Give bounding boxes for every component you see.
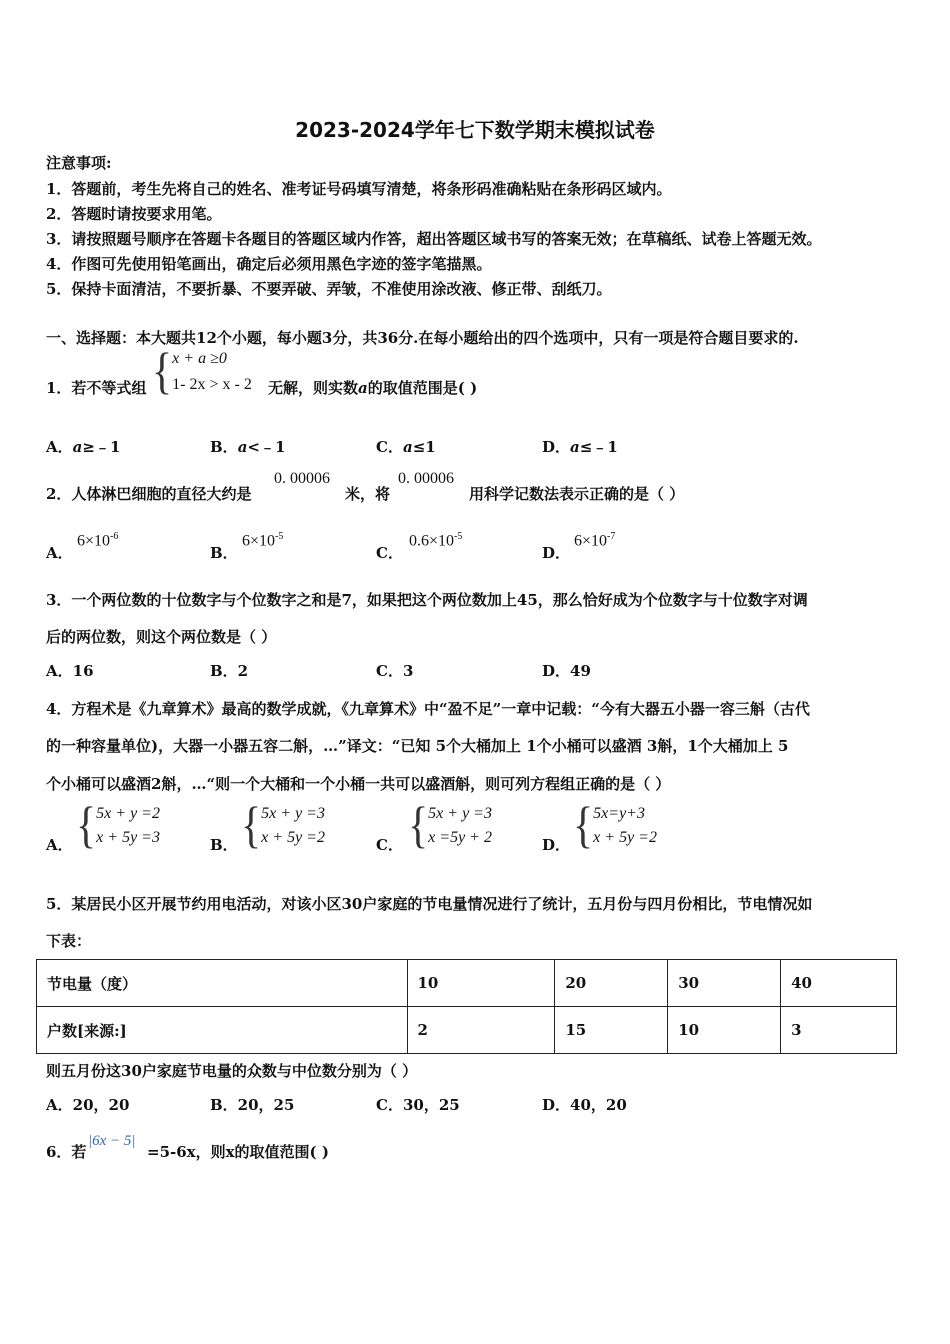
q3-text-line2: 后的两位数，则这个两位数是（ ） xyxy=(46,628,277,646)
table-row xyxy=(37,960,897,1007)
q5-question: 则五月份这30户家庭节电量的众数与中位数分别为（ ） xyxy=(46,1062,418,1080)
q2-suffix: 用科学记数法表示正确的是（ ） xyxy=(469,485,685,503)
section-heading: 一、选择题：本大题共12个小题，每小题3分，共36分.在每小题给出的四个选项中，只有一项是符合题目要求的. xyxy=(46,329,799,347)
q4-option-c[interactable]: { 5x + y =3 x =5y + 2 xyxy=(408,798,492,854)
q4-option-b-label[interactable]: B． xyxy=(210,836,238,854)
q2-prefix: 2．人体淋巴细胞的直径大约是 xyxy=(46,485,252,503)
q1-option-d[interactable]: D．a≤﹣1 xyxy=(542,438,618,456)
table-cell: 20 xyxy=(555,960,668,1007)
q3-option-c[interactable]: C．3 xyxy=(376,662,414,680)
q4-option-d-label[interactable]: D． xyxy=(542,836,571,854)
q2-option-a-label[interactable]: A． xyxy=(46,544,73,562)
q5-option-d[interactable]: D．40，20 xyxy=(542,1096,627,1114)
q2-num1: 0. 00006 xyxy=(274,470,330,487)
notice-item: 2．答题时请按要求用笔。 xyxy=(46,205,222,223)
q6-prefix: 6．若 xyxy=(46,1143,87,1161)
q4-text-line1: 4．方程术是《九章算术》最高的数学成就，《九章算术》中“盈不足”一章中记载：“今有大器五小器一容三斛（古代 xyxy=(46,700,810,718)
table-cell: 15 xyxy=(555,1007,668,1054)
q1-system xyxy=(152,344,252,400)
q1-option-a[interactable]: A．a≥﹣1 xyxy=(46,438,121,456)
q5-option-c[interactable]: C．30，25 xyxy=(376,1096,460,1114)
q4-text-line3: 个小桶可以盛酒2斛，…“则一个大桶和一个小桶一共可以盛酒斛，则可列方程组正确的是（ ） xyxy=(46,775,671,793)
table-row xyxy=(37,1007,897,1054)
q2-option-b[interactable]: $6\times 10^{-5}$ xyxy=(242,531,284,550)
q2-option-c[interactable]: $0.6\times 10^{-5}$ xyxy=(409,531,463,550)
q5-option-b[interactable]: B．20，25 xyxy=(210,1096,295,1114)
q2-option-d-label[interactable]: D． xyxy=(542,544,571,562)
table-cell: 10 xyxy=(407,960,555,1007)
brace-icon: { xyxy=(152,344,173,400)
q1-option-c[interactable]: C．a≤1 xyxy=(376,438,436,456)
table-cell: 10 xyxy=(668,1007,781,1054)
q2-option-a[interactable]: $6\times 10^{-6}$ xyxy=(77,531,119,550)
table-cell: 30 xyxy=(668,960,781,1007)
q1-prefix: 1．若不等式组 xyxy=(46,379,147,397)
q1-option-b[interactable]: B．a<﹣1 xyxy=(210,438,286,456)
q2-option-b-label[interactable]: B． xyxy=(210,544,238,562)
q1-line2: 1- 2x > x - 2 xyxy=(172,376,252,393)
q2-num2: 0. 00006 xyxy=(398,470,454,487)
q2-mid: 米，将 xyxy=(345,485,391,503)
q1-suffix: 无解，则实数a的取值范围是( ) xyxy=(268,379,478,397)
q4-option-a-label[interactable]: A． xyxy=(46,836,73,854)
q6-abs-expr: |6x − 5| xyxy=(88,1133,136,1149)
q4-option-c-label[interactable]: C． xyxy=(376,836,403,854)
notice-item: 5．保持卡面清洁，不要折暴、不要弄破、弄皱，不准使用涂改液、修正带、刮纸刀。 xyxy=(46,280,612,298)
q3-option-b[interactable]: B．2 xyxy=(210,662,249,680)
q5-option-a[interactable]: A．20，20 xyxy=(46,1096,130,1114)
q3-text-line1: 3．一个两位数的十位数字与个位数字之和是7，如果把这个两位数加上45，那么恰好成为个位数字与十位数字对调 xyxy=(46,591,808,609)
table-cell: 户数[来源:] xyxy=(37,1007,408,1054)
q2-option-d[interactable]: $6\times 10^{-7}$ xyxy=(574,531,616,550)
data-table xyxy=(36,959,897,1054)
q3-option-d[interactable]: D．49 xyxy=(542,662,591,680)
table-cell: 节电量（度） xyxy=(37,960,408,1007)
q5-text-line2: 下表： xyxy=(46,932,92,950)
notice-item: 3．请按照题号顺序在答题卡各题目的答题区域内作答，超出答题区域书写的答案无效；在草稿纸、试卷上答题无效。 xyxy=(46,230,822,248)
table-cell: 3 xyxy=(781,1007,897,1054)
q6-suffix: =5-6x，则x的取值范围( ) xyxy=(147,1143,329,1161)
notice-heading: 注意事项: xyxy=(46,154,112,172)
q1-line1: x + a ≥0 xyxy=(172,350,227,367)
table-cell: 2 xyxy=(407,1007,555,1054)
q2-option-c-label[interactable]: C． xyxy=(376,544,403,562)
notice-item: 1．答题前，考生先将自己的姓名、准考证号码填写清楚，将条形码准确粘贴在条形码区域内。 xyxy=(46,180,672,198)
q5-text-line1: 5．某居民小区开展节约用电活动，对该小区30户家庭的节电量情况进行了统计，五月份与四月份相比，节电情况如 xyxy=(46,895,813,913)
q3-option-a[interactable]: A．16 xyxy=(46,662,94,680)
q4-option-a[interactable]: { 5x + y =2 x + 5y =3 xyxy=(76,798,160,854)
page-title: 2023-2024学年七下数学期末模拟试卷 xyxy=(295,118,655,142)
table-cell: 40 xyxy=(781,960,897,1007)
notice-item: 4．作图可先使用铅笔画出，确定后必须用黑色字迹的签字笔描黑。 xyxy=(46,255,492,273)
q4-text-line2: 的一种容量单位)，大器一小器五容二斛，…”译文：“已知 5个大桶加上 1个小桶可以盛酒 3斛，1个大桶加上 5 xyxy=(46,737,789,755)
q4-option-d[interactable]: { 5x=y+3 x + 5y =2 xyxy=(573,798,657,854)
q4-option-b[interactable]: { 5x + y =3 x + 5y =2 xyxy=(241,798,325,854)
